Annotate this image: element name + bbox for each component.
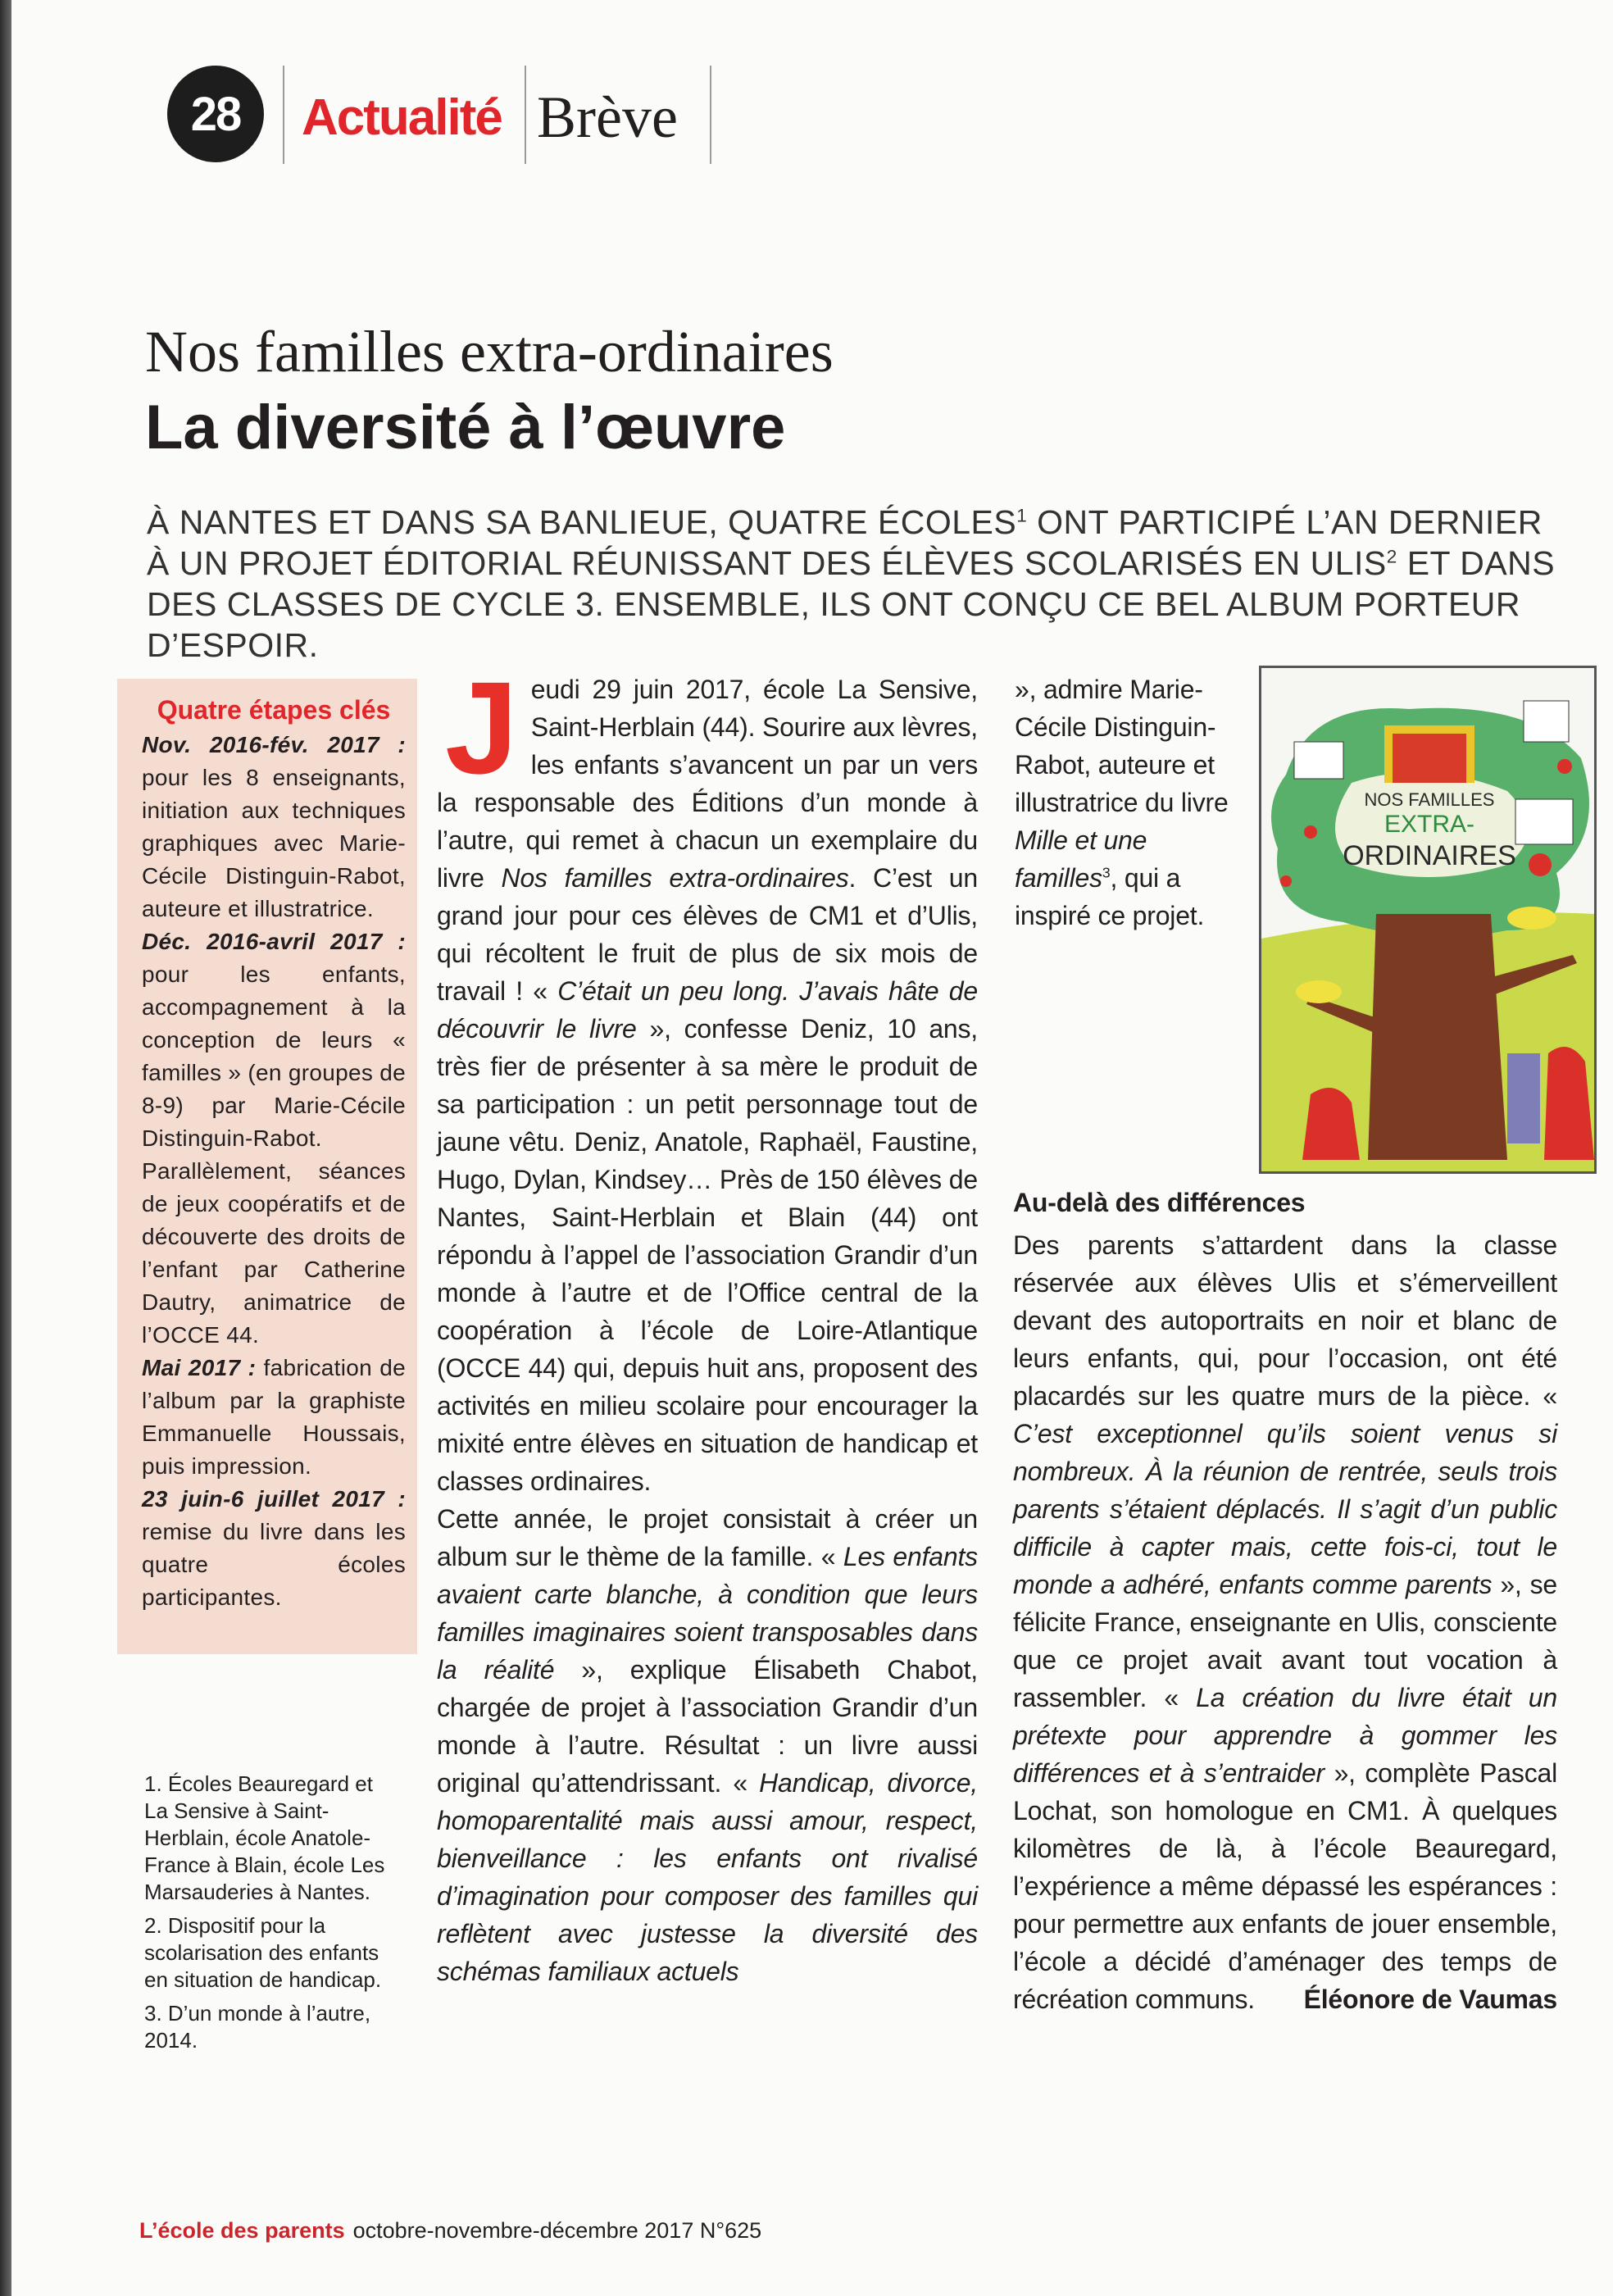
divider xyxy=(525,66,526,164)
paragraph-text xyxy=(1013,1230,1557,2014)
rubric-label: Actualité xyxy=(302,89,502,146)
author-signature: Éléonore de Vaumas xyxy=(1303,1985,1557,2014)
paragraph xyxy=(1015,671,1236,934)
issue-info: octobre-novembre-décembre 2017 N°625 xyxy=(352,2218,762,2243)
step-text: pour les 8 enseignants, initiation aux techniques graphiques avec Marie-Cécile Distinguin-Rabot, auteure et illustratrice. xyxy=(142,765,406,921)
footnote: 3. D’un monde à l’autre, 2014. xyxy=(144,2001,371,2053)
quote-text: C’était un peu long. J’avais hâte de découvrir le livre xyxy=(437,976,978,1043)
article-lead xyxy=(147,502,1556,666)
sub-rubric-label: Brève xyxy=(537,84,678,150)
key-steps-title: Quatre étapes clés xyxy=(157,695,391,725)
text-run: », explique Élisabeth Chabot, chargée de projet à l’association Grandir d’un monde à l’autre. Résultat : un livre aussi original qu’attendrissant. « xyxy=(437,1655,978,1798)
cover-title-line3: ORDINAIRES xyxy=(1343,840,1516,871)
step-date: 23 juin-6 juillet 2017 : xyxy=(142,1486,406,1512)
key-steps-box xyxy=(117,679,417,1654)
magazine-name: L’école des parents xyxy=(139,2218,345,2243)
text-run: », complète Pascal Lochat, son homologue en CM1. À quelques kilomètres de là, à l’école Beauregard, l’expérience a même dépassé les espérances : pour permettre aux enfants de jouer ensemble, l’école a décidé d’aménager des temps de récréation communs. xyxy=(1013,1758,1558,2014)
divider xyxy=(710,66,711,164)
book-cover-image xyxy=(1259,666,1597,1174)
cover-title-line2: EXTRA- xyxy=(1384,811,1475,838)
page-number-badge xyxy=(167,66,264,162)
divider xyxy=(283,66,284,164)
key-steps-list xyxy=(142,729,406,1614)
text-run: , qui a inspiré ce projet. xyxy=(1015,863,1205,930)
page-edge xyxy=(0,0,11,2296)
paragraph xyxy=(437,654,978,1500)
step-text: pour les enfants, accompagnement à la conception de leurs « familles » (en groupes de 8-9) par Marie-Cécile Distinguin-Rabot. Parallèlement, séances de jeux coopératifs et de découverte des droits de l’enfant par Catherine Dautry, animatrice de l’OCCE 44. xyxy=(142,962,406,1348)
footnote-ref: 2 xyxy=(1386,546,1397,567)
figure-drawing xyxy=(1507,1053,1540,1143)
text-run: Cette année, le projet consistait à créer un album sur le thème de la famille. « xyxy=(437,1504,978,1571)
quote-text: Handicap, divorce, homoparentalité mais aussi amour, respect, bienveillance : les enfants ont rivalisé d’imagination pour composer des familles qui reflètent avec justesse la diversité des schémas familiaux actuels xyxy=(437,1768,979,1986)
cover-title-line1: NOS FAMILLES xyxy=(1364,789,1495,810)
text-run: . C’est un grand jour pour ces élèves de CM1 et d’Ulis, qui récoltent le fruit de plus de six mois de travail ! « xyxy=(437,863,978,1006)
footnote: 1. Écoles Beauregard et La Sensive à Saint-Herblain, école Anatole-France à Blain, école Les Marsauderies à Nantes. xyxy=(144,1771,385,1904)
step-date: Mai 2017 : xyxy=(142,1355,257,1380)
footnote: 2. Dispositif pour la scolarisation des enfants en situation de handicap. xyxy=(144,1913,382,1992)
article-column-1 xyxy=(437,654,979,1990)
text-run: », admire Marie-Cécile Distinguin-Rabot, auteure et illustratrice du livre xyxy=(1015,675,1229,817)
text-run: », confesse Deniz, 10 ans, très fier de présenter à sa mère le produit de sa participation : un petit personnage tout de jaune vêtu. Deniz, Anatole, Raphaël, Faustine, Hugo, Dylan, Kindsey… Près de 150 élèves de Nantes, Saint-Herblain et Blain (44) ont répondu à l’appel de l’association Grandir d’un monde à l’autre et de l’Office central de la coopération à l’école de Loire-Atlantique (OCCE 44) qui, depuis huit ans, proposent des activités en milieu scolaire pour encourager la mixité entre élèves en situation de handicap et classes ordinaires. xyxy=(437,1014,978,1496)
drop-cap: J xyxy=(445,654,518,801)
step-text: fabrication de l’album par la graphiste Emmanuelle Houssais, puis impression. xyxy=(142,1355,406,1479)
page-footer xyxy=(139,2218,761,2244)
footnotes xyxy=(144,1771,390,2061)
section-heading: Au-delà des différences xyxy=(1013,1188,1306,1217)
article-title: Nos familles extra-ordinaires xyxy=(145,319,834,384)
text-run: Des parents s’attardent dans la classe réservée aux élèves Ulis et s’émerveillent devant des autoportraits en noir et blanc de leurs enfants, qui, pour l’occasion, ont été placardés sur les quatre murs de la pièce. « xyxy=(1013,1230,1557,1411)
page-number: 28 xyxy=(190,87,241,141)
quote-text: La création du livre était un prétexte pour apprendre à gommer les différences et à s’entraider xyxy=(1013,1683,1557,1788)
text-run: eudi 29 juin 2017, école La Sensive, Saint-Herblain (44). Sourire aux lèvres, les enfants s’avancent un par un vers la responsable des Éditions d’un monde à l’autre, qui remet à chacun un exemplaire du livre xyxy=(437,675,978,893)
footnote-ref: 3 xyxy=(1102,864,1111,881)
quote-text: Nos familles extra-ordinaires xyxy=(501,863,849,893)
step-date: Déc. 2016-avril 2017 : xyxy=(142,929,406,954)
article-subtitle: La diversité à l’œuvre xyxy=(145,393,786,462)
step-text: remise du livre dans les quatre écoles participantes. xyxy=(142,1519,406,1610)
text-run: ONT PARTICIPÉ L’AN DERNIER À UN PROJET ÉDITORIAL RÉUNISSANT DES ÉLÈVES SCOLARISÉS EN ULIS xyxy=(147,503,1543,582)
quote-text: C’est exceptionnel qu’ils soient venus si nombreux. À la réunion de rentrée, seuls trois parents s’étaient déplacés. Il s’agit d’un public difficile à capter mais, cette fois-ci, tout le monde a adhéré, enfants comme parents xyxy=(1013,1419,1557,1599)
article-column-2-top xyxy=(1015,671,1236,934)
paragraph xyxy=(437,1500,978,1990)
book-cover-illustration xyxy=(1261,668,1594,1171)
footnote-ref: 1 xyxy=(1016,505,1028,526)
quote-text: Mille et une familles xyxy=(1015,825,1147,893)
text-run: À NANTES ET DANS SA BANLIEUE, QUATRE ÉCOLES xyxy=(147,503,1017,541)
text-run: ET DANS DES CLASSES DE CYCLE 3. ENSEMBLE, ILS ONT CONÇU CE BEL ALBUM PORTEUR D’ESPOIR. xyxy=(147,544,1556,664)
tree-trunk xyxy=(1368,914,1507,1160)
quote-text: Les enfants avaient carte blanche, à condition que leurs familles imaginaires soient transposables dans la réalité xyxy=(437,1542,978,1684)
paragraph xyxy=(1013,1226,1557,2018)
step-date: Nov. 2016-fév. 2017 : xyxy=(142,732,406,757)
article-column-2 xyxy=(1013,1185,1557,2018)
text-run: », se félicite France, enseignante en Ulis, consciente que ce projet avait avant tout vocation à rassembler. « xyxy=(1013,1570,1557,1712)
